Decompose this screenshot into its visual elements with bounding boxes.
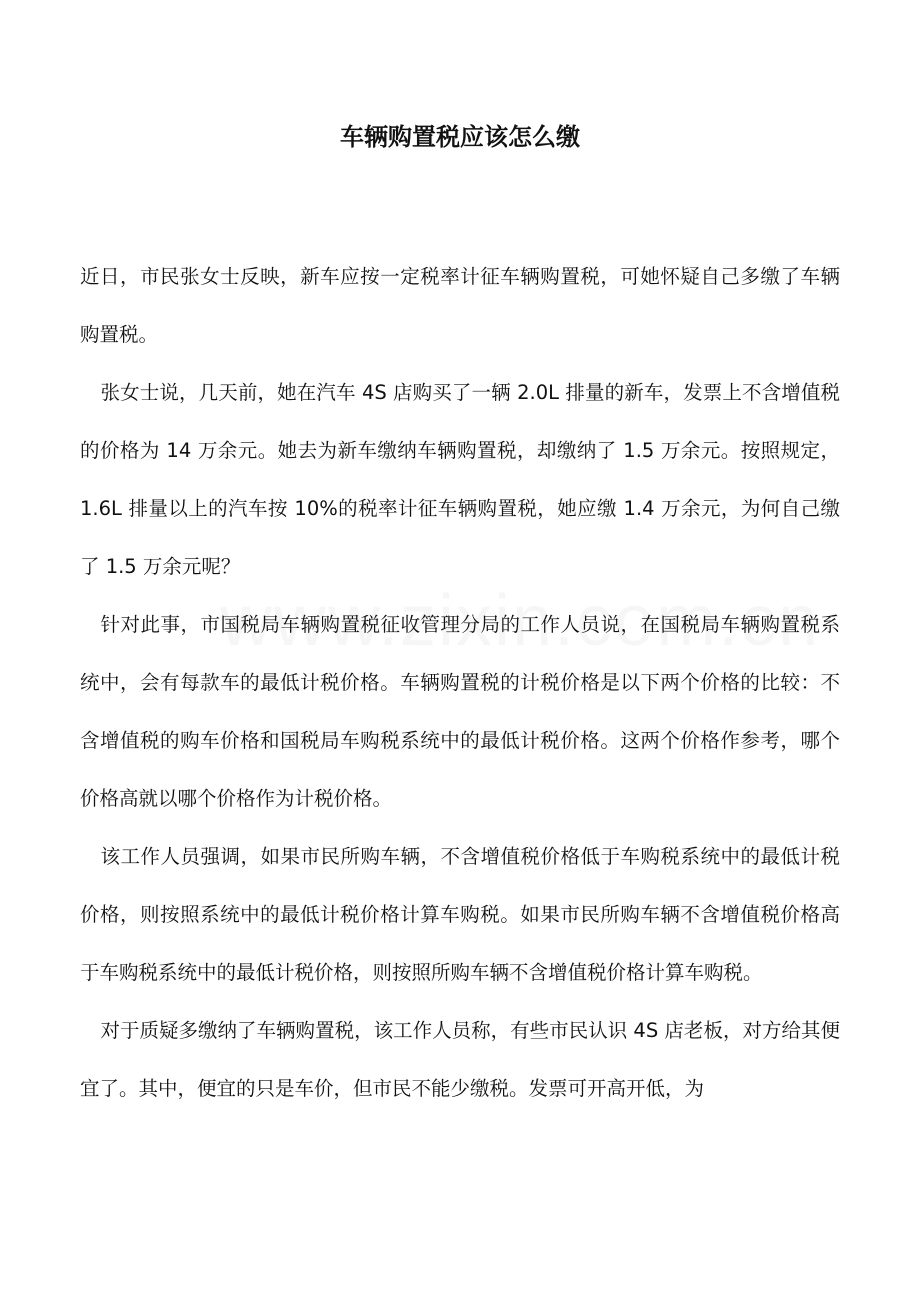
paragraph-4: 该工作人员强调，如果市民所购车辆，不含增值税价格低于车购税系统中的最低计税价格，则按照系统中的最低计税价格计算车购税。如果市民所购车辆不含增值税价格高于车购税系统中的最低计税价格，则按照所购车辆不含增值税价格计算车购税。 [80,845,840,984]
paragraph-2: 张女士说，几天前，她在汽车 4S 店购买了一辆 2.0L 排量的新车，发票上不含增值税的价格为 14 万余元。她去为新车缴纳车辆购置税，却缴纳了 1.5 万余元。按照规定，1.6L 排量以上的汽车按 10%的税率计征车辆购置税，她应缴 1.4 万余元，为何自己缴了 1.5 万余元呢？ [80,381,840,578]
paragraph-1: 近日，市民张女士反映，新车应按一定税率计征车辆购置税，可她怀疑自己多缴了车辆购置税。 [80,265,840,346]
paragraph-3: 针对此事，市国税局车辆购置税征收管理分局的工作人员说，在国税局车辆购置税系统中，会有每款车的最低计税价格。车辆购置税的计税价格是以下两个价格的比较：不含增值税的购车价格和国税局车购税系统中的最低计税价格。这两个价格作参考，哪个价格高就以哪个价格作为计税价格。 [80,613,840,810]
article-body [80,248,840,1118]
paragraph-5: 对于质疑多缴纳了车辆购置税，该工作人员称，有些市民认识 4S 店老板，对方给其便宜了。其中，便宜的只是车价，但市民不能少缴税。发票可开高开低，为 [80,1019,840,1100]
page-title: 车辆购置税应该怎么缴 [340,123,580,151]
